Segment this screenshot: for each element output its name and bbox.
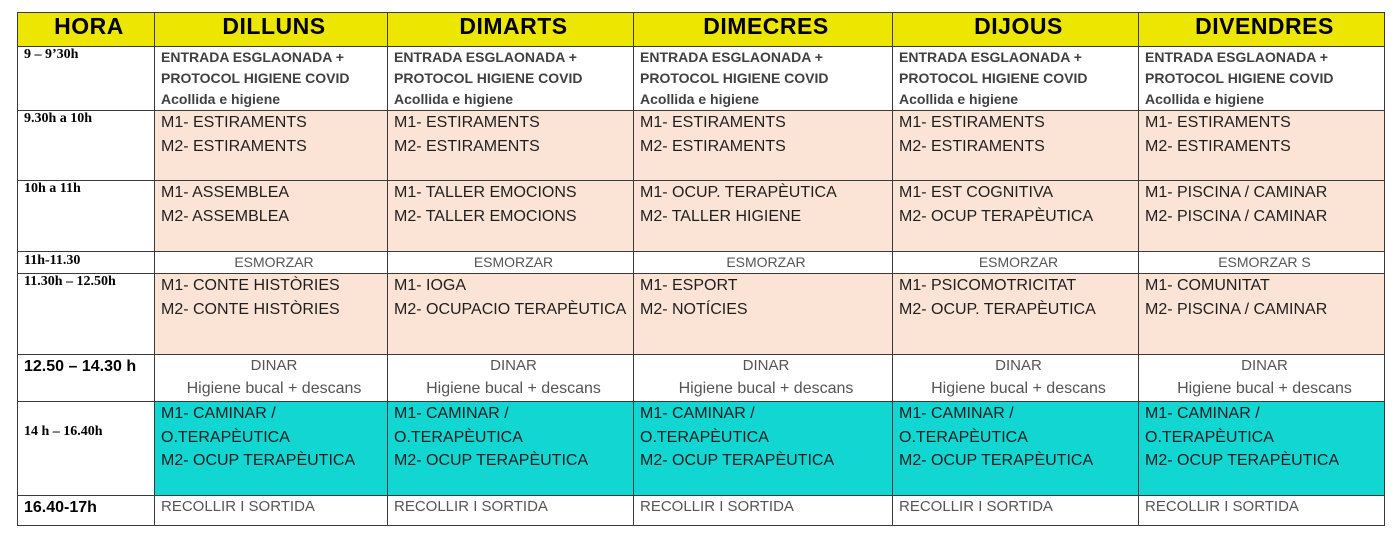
schedule-cell (1139, 181, 1385, 252)
schedule-cell (388, 181, 634, 252)
cell-line: PROTOCOL HIGIENE COVID (161, 70, 350, 86)
time-cell: 16.40-17h (18, 496, 155, 526)
schedule-cell: ESMORZAR (893, 252, 1139, 274)
cell-line: M1- ASSEMBLEA (161, 184, 290, 201)
cell-line: M2- ASSEMBLEA (161, 207, 290, 225)
schedule-cell (155, 47, 388, 111)
schedule-cell (155, 402, 388, 496)
table-row (18, 355, 1385, 402)
cell-line: PROTOCOL HIGIENE COVID (1145, 70, 1334, 86)
cell-line: M1- CONTE HISTÒRIES (161, 277, 340, 294)
schedule-cell: RECOLLIR I SORTIDA (155, 496, 388, 526)
cell-line: M1- ESTIRAMENTS (899, 114, 1045, 131)
cell-line: Acollida e higiene (640, 91, 760, 107)
cell-line: M1- PISCINA / CAMINAR (1145, 184, 1328, 201)
cell-line: O.TERAPÈUTICA (1145, 428, 1274, 446)
time-cell: 9.30h a 10h (18, 111, 155, 181)
table-row (18, 496, 1385, 526)
header-dijous: DIJOUS (893, 13, 1139, 47)
cell-line: ENTRADA ESGLAONADA + (161, 49, 344, 65)
cell-line: Acollida e higiene (1145, 91, 1265, 107)
schedule-cell (893, 181, 1139, 252)
table-row (18, 111, 1385, 181)
schedule-cell (893, 402, 1139, 496)
header-dimecres: DIMECRES (634, 13, 893, 47)
schedule-cell (634, 111, 893, 181)
cell-line: ENTRADA ESGLAONADA + (1145, 49, 1328, 65)
schedule-cell: ESMORZAR (155, 252, 388, 274)
schedule-cell (1139, 402, 1385, 496)
table-row (18, 47, 1385, 111)
cell-line: DINAR (1241, 357, 1288, 374)
schedule-cell (893, 111, 1139, 181)
schedule-cell (634, 181, 893, 252)
schedule-cell (388, 402, 634, 496)
cell-line: M1- ESTIRAMENTS (394, 114, 540, 131)
table-row (18, 181, 1385, 252)
cell-line: DINAR (250, 357, 298, 374)
cell-line: M1- CAMINAR / (161, 405, 276, 422)
cell-line: M2- OCUP TERAPÈUTICA (161, 452, 356, 469)
cell-line: Higiene bucal + descans (186, 380, 362, 397)
cell-line: Higiene bucal + descans (1177, 380, 1352, 397)
cell-line: Higiene bucal + descans (931, 380, 1106, 397)
cell-line: M1- CAMINAR / (899, 405, 1014, 422)
schedule-cell: RECOLLIR I SORTIDA (1139, 496, 1385, 526)
cell-line: M1- ESTIRAMENTS (640, 114, 786, 131)
cell-line: Acollida e higiene (161, 91, 281, 107)
header-divendres: DIVENDRES (1139, 13, 1385, 47)
cell-line: ENTRADA ESGLAONADA + (899, 49, 1082, 65)
schedule-cell (1139, 355, 1385, 402)
schedule-cell (155, 355, 388, 402)
cell-line: DINAR (995, 357, 1042, 374)
cell-line: M2- ESTIRAMENTS (394, 137, 540, 155)
cell-line: Acollida e higiene (394, 91, 514, 107)
header-dilluns: DILLUNS (155, 13, 388, 47)
cell-line: ENTRADA ESGLAONADA + (394, 49, 577, 65)
cell-line: M2- ESTIRAMENTS (640, 137, 786, 155)
schedule-cell (634, 355, 893, 402)
schedule-cell (893, 355, 1139, 402)
cell-line: M2- OCUPACIO TERAPÈUTICA (394, 300, 627, 318)
schedule-cell (388, 111, 634, 181)
cell-line: M2- ESTIRAMENTS (899, 137, 1045, 155)
header-row (18, 13, 1385, 47)
time-cell: 9 – 9’30h (18, 47, 155, 111)
header-hora: HORA (18, 13, 155, 47)
cell-line: Higiene bucal + descans (426, 380, 601, 397)
cell-line: M2- OCUP TERAPÈUTICA (899, 452, 1094, 469)
cell-line: M1- CAMINAR / (1145, 405, 1260, 422)
cell-line: M2- ESTIRAMENTS (161, 137, 307, 155)
schedule-cell: RECOLLIR I SORTIDA (893, 496, 1139, 526)
schedule-cell (1139, 274, 1385, 355)
schedule-cell (893, 47, 1139, 111)
cell-line: M1- TALLER EMOCIONS (394, 184, 577, 201)
table-row (18, 402, 1385, 496)
cell-line: M1- CAMINAR / (640, 405, 755, 422)
header-dimarts: DIMARTS (388, 13, 634, 47)
cell-line: M2- OCUP TERAPÈUTICA (1145, 452, 1340, 469)
cell-line: M1- ESTIRAMENTS (1145, 114, 1291, 131)
cell-line: M1- OCUP. TERAPÈUTICA (640, 184, 837, 201)
cell-line: DINAR (490, 357, 537, 374)
cell-line: M2- NOTÍCIES (640, 300, 748, 318)
cell-line: M1- COMUNITAT (1145, 277, 1270, 294)
cell-line: M2- TALLER EMOCIONS (394, 207, 577, 225)
cell-line: M2- PISCINA / CAMINAR (1145, 207, 1328, 225)
cell-line: ENTRADA ESGLAONADA + (640, 49, 823, 65)
schedule-cell (388, 274, 634, 355)
schedule-cell (388, 355, 634, 402)
cell-line: M1- IOGA (394, 277, 467, 294)
cell-line: O.TERAPÈUTICA (161, 428, 290, 446)
schedule-cell (155, 274, 388, 355)
cell-line: O.TERAPÈUTICA (899, 428, 1028, 446)
schedule-cell (155, 181, 388, 252)
cell-line: DINAR (742, 357, 790, 374)
schedule-cell (1139, 111, 1385, 181)
cell-line: Acollida e higiene (899, 91, 1019, 107)
schedule-cell: RECOLLIR I SORTIDA (388, 496, 634, 526)
schedule-cell: ESMORZAR S (1139, 252, 1385, 274)
schedule-cell (634, 402, 893, 496)
cell-line: M2- OCUP TERAPÈUTICA (899, 207, 1094, 225)
time-cell: 10h a 11h (18, 181, 155, 252)
cell-line: PROTOCOL HIGIENE COVID (899, 70, 1088, 86)
table-row (18, 274, 1385, 355)
time-cell: 11.30h – 12.50h (18, 274, 155, 355)
time-cell: 12.50 – 14.30 h (18, 355, 155, 402)
cell-line: M2- OCUP TERAPÈUTICA (394, 452, 589, 469)
cell-line: M2- TALLER HIGIENE (640, 207, 802, 225)
schedule-cell (634, 47, 893, 111)
table-row (18, 252, 1385, 274)
cell-line: PROTOCOL HIGIENE COVID (394, 70, 583, 86)
time-cell: 11h-11.30 (18, 252, 155, 274)
schedule-cell: RECOLLIR I SORTIDA (634, 496, 893, 526)
cell-line: M2- PISCINA / CAMINAR (1145, 300, 1328, 318)
weekly-schedule-table (17, 12, 1385, 526)
cell-line: M2- ESTIRAMENTS (1145, 137, 1291, 155)
cell-line: M2- OCUP. TERAPÈUTICA (899, 300, 1096, 318)
cell-line: PROTOCOL HIGIENE COVID (640, 70, 829, 86)
cell-line: M1- ESPORT (640, 277, 738, 294)
schedule-cell: ESMORZAR (634, 252, 893, 274)
cell-line: M2- CONTE HISTÒRIES (161, 300, 340, 318)
schedule-cell: ESMORZAR (388, 252, 634, 274)
cell-line: M1- EST COGNITIVA (899, 184, 1054, 201)
cell-line: O.TERAPÈUTICA (394, 428, 523, 446)
cell-line: M1- PSICOMOTRICITAT (899, 277, 1077, 294)
schedule-cell (388, 47, 634, 111)
time-cell: 14 h – 16.40h (18, 402, 155, 496)
cell-line: Higiene bucal + descans (678, 380, 854, 397)
schedule-cell (893, 274, 1139, 355)
cell-line: M1- CAMINAR / (394, 405, 509, 422)
schedule-cell (634, 274, 893, 355)
cell-line: O.TERAPÈUTICA (640, 428, 769, 446)
schedule-cell (1139, 47, 1385, 111)
schedule-cell (155, 111, 388, 181)
cell-line: M2- OCUP TERAPÈUTICA (640, 452, 835, 469)
cell-line: M1- ESTIRAMENTS (161, 114, 307, 131)
